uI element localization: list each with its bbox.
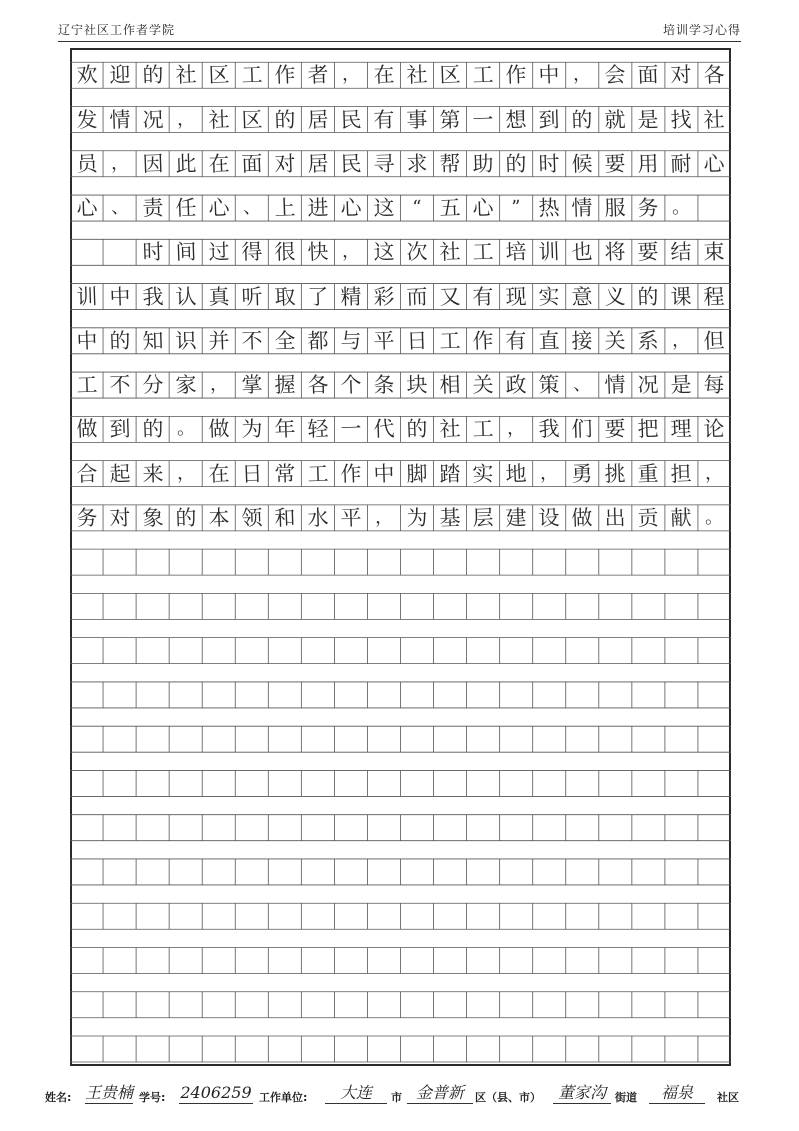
essay-char: ， bbox=[672, 329, 691, 352]
essay-char: 热 bbox=[538, 195, 561, 221]
essay-char: 服 bbox=[604, 195, 627, 221]
essay-char: 关 bbox=[604, 328, 627, 354]
essay-char: 社 bbox=[439, 239, 461, 265]
essay-char: 但 bbox=[703, 328, 726, 354]
essay-char: 工 bbox=[439, 328, 461, 354]
essay-char: 区 bbox=[240, 107, 263, 132]
essay-char: 找 bbox=[670, 107, 693, 132]
essay-char: 到 bbox=[538, 107, 561, 132]
essay-char: 的 bbox=[406, 416, 428, 442]
essay-char: 我 bbox=[141, 284, 164, 309]
essay-char: 情 bbox=[108, 107, 131, 132]
essay-char: 领 bbox=[240, 505, 263, 531]
work-unit-label: 工作单位: bbox=[259, 1091, 308, 1104]
essay-char: 象 bbox=[141, 505, 164, 531]
writing-grid bbox=[70, 48, 731, 1066]
essay-char: ， bbox=[341, 240, 361, 263]
essay-char: 社 bbox=[703, 107, 726, 132]
essay-char: 作 bbox=[340, 461, 362, 486]
essay-char: 了 bbox=[306, 284, 329, 309]
essay-char: 将 bbox=[604, 239, 627, 265]
essay-char: 训 bbox=[538, 239, 561, 265]
district-suffix: 区（县、市） bbox=[475, 1091, 541, 1104]
essay-char: 做 bbox=[207, 416, 230, 442]
essay-char: ， bbox=[176, 108, 196, 130]
essay-char: 间 bbox=[174, 239, 197, 265]
essay-char: 真 bbox=[207, 284, 230, 309]
essay-char: 。 bbox=[176, 418, 196, 440]
essay-char: 心 bbox=[340, 195, 362, 221]
essay-char: 都 bbox=[306, 328, 329, 354]
essay-char: 贡 bbox=[637, 505, 660, 531]
essay-char: 做 bbox=[571, 505, 594, 531]
essay-char: 每 bbox=[703, 372, 726, 398]
essay-char: 是 bbox=[670, 372, 693, 398]
essay-char: 束 bbox=[703, 239, 726, 265]
essay-char: 快 bbox=[306, 239, 329, 265]
essay-char: 踏 bbox=[439, 461, 461, 486]
city-value: 大连 bbox=[325, 1083, 387, 1104]
essay-char: 有 bbox=[472, 284, 495, 309]
essay-char: 居 bbox=[306, 151, 329, 177]
essay-char: 对 bbox=[108, 505, 131, 531]
essay-char: 训 bbox=[75, 284, 98, 309]
essay-char: 理 bbox=[670, 416, 693, 442]
essay-char: 识 bbox=[174, 328, 197, 354]
header-institute: 辽宁社区工作者学院 bbox=[58, 23, 176, 37]
essay-char: 况 bbox=[637, 372, 660, 398]
essay-char: 面 bbox=[637, 62, 660, 88]
essay-char: 中 bbox=[538, 62, 561, 88]
student-id-value: 2406259 bbox=[180, 1083, 252, 1102]
essay-char: 到 bbox=[108, 416, 131, 442]
essay-char: 脚 bbox=[406, 461, 428, 486]
essay-char: 因 bbox=[141, 151, 164, 177]
essay-char: 想 bbox=[505, 107, 528, 132]
essay-char: 把 bbox=[637, 416, 660, 442]
essay-char: 取 bbox=[273, 284, 296, 309]
essay-char: 不 bbox=[240, 328, 263, 354]
essay-char: 勇 bbox=[571, 461, 594, 486]
essay-char: 时 bbox=[141, 239, 164, 265]
essay-char: “ bbox=[412, 196, 422, 219]
essay-char: ” bbox=[511, 196, 522, 219]
essay-char: 程 bbox=[703, 284, 726, 309]
essay-char: 的 bbox=[637, 284, 660, 309]
essay-char: 个 bbox=[340, 372, 362, 398]
essay-char: 中 bbox=[108, 284, 131, 309]
essay-char: 作 bbox=[505, 62, 528, 88]
essay-char: 、 bbox=[572, 373, 592, 396]
essay-char: 设 bbox=[538, 505, 561, 531]
essay-char: 区 bbox=[439, 62, 461, 88]
essay-char: 担 bbox=[670, 461, 693, 486]
essay-char: 代 bbox=[373, 416, 395, 442]
essay-char: 系 bbox=[637, 328, 660, 354]
essay-char: 时 bbox=[538, 151, 561, 177]
essay-char: 工 bbox=[306, 461, 329, 486]
essay-char: 在 bbox=[373, 62, 395, 88]
name-value: 王贵楠 bbox=[85, 1083, 134, 1102]
essay-char: 情 bbox=[571, 195, 594, 221]
essay-char: 一 bbox=[340, 416, 362, 442]
essay-char: 上 bbox=[273, 195, 296, 221]
essay-char: 、 bbox=[242, 196, 262, 219]
essay-char: 日 bbox=[406, 328, 428, 354]
essay-char: 各 bbox=[703, 62, 726, 88]
essay-char: 的 bbox=[141, 62, 164, 88]
essay-char: 条 bbox=[373, 372, 395, 398]
essay-char: 基 bbox=[439, 505, 461, 531]
essay-char: 欢 bbox=[75, 62, 98, 88]
essay-char: 听 bbox=[240, 284, 263, 309]
essay-char: 工 bbox=[472, 62, 495, 88]
essay-char: 一 bbox=[472, 107, 495, 132]
community-value: 福泉 bbox=[649, 1083, 705, 1104]
essay-char: 义 bbox=[604, 284, 627, 309]
essay-char: 发 bbox=[75, 107, 98, 132]
essay-char: 过 bbox=[207, 239, 230, 265]
essay-char: 要 bbox=[604, 151, 627, 177]
essay-char: 建 bbox=[505, 505, 528, 531]
essay-char: ， bbox=[341, 63, 361, 86]
essay-char: 的 bbox=[571, 107, 594, 132]
essay-char: 候 bbox=[571, 151, 594, 177]
essay-char: 有 bbox=[373, 107, 395, 132]
essay-char: 帮 bbox=[439, 151, 461, 177]
essay-char: 各 bbox=[306, 372, 329, 398]
essay-char: 务 bbox=[75, 505, 98, 531]
essay-char: 握 bbox=[273, 372, 296, 398]
essay-char: 。 bbox=[672, 196, 691, 219]
essay-char: 重 bbox=[637, 461, 660, 486]
essay-char: 与 bbox=[340, 328, 362, 354]
essay-char: 课 bbox=[670, 284, 693, 309]
essay-char: 社 bbox=[207, 107, 230, 132]
essay-char: 这 bbox=[373, 195, 395, 221]
essay-char: 事 bbox=[406, 107, 428, 132]
essay-char: 做 bbox=[75, 416, 98, 442]
essay-char: 者 bbox=[306, 62, 329, 88]
essay-char: 中 bbox=[75, 328, 98, 354]
essay-char: 轻 bbox=[306, 416, 329, 442]
essay-char: 就 bbox=[604, 107, 627, 132]
essay-char: 要 bbox=[637, 239, 660, 265]
essay-char: 心 bbox=[207, 195, 230, 221]
essay-char: 用 bbox=[637, 151, 660, 177]
city-suffix: 市 bbox=[391, 1091, 402, 1104]
essay-char: 为 bbox=[240, 416, 263, 442]
essay-char: 认 bbox=[174, 284, 197, 309]
essay-char: 作 bbox=[273, 62, 296, 88]
essay-char: 社 bbox=[174, 62, 197, 88]
essay-char: 现 bbox=[505, 284, 528, 309]
essay-char: 为 bbox=[406, 505, 428, 531]
essay-char: 中 bbox=[373, 461, 395, 486]
essay-char: 分 bbox=[141, 372, 164, 398]
essay-char: 耐 bbox=[670, 151, 693, 177]
essay-char: 第 bbox=[439, 107, 461, 132]
essay-char: 合 bbox=[75, 461, 98, 486]
essay-char: 进 bbox=[306, 195, 329, 221]
essay-char: 政 bbox=[505, 372, 528, 398]
essay-char: 结 bbox=[670, 239, 693, 265]
essay-char: 直 bbox=[538, 328, 561, 354]
essay-char: 实 bbox=[538, 284, 561, 309]
essay-char: 的 bbox=[108, 328, 131, 354]
essay-char: 们 bbox=[571, 416, 594, 442]
essay-char: 对 bbox=[670, 62, 693, 88]
essay-char: 员 bbox=[75, 151, 98, 177]
essay-char: 社 bbox=[406, 62, 428, 88]
essay-char: 工 bbox=[240, 62, 263, 88]
essay-char: 情 bbox=[604, 372, 627, 398]
essay-char: 常 bbox=[273, 461, 296, 486]
essay-char: 层 bbox=[472, 505, 495, 531]
essay-char: 献 bbox=[670, 505, 693, 531]
essay-char: 责 bbox=[141, 195, 164, 221]
header-doc-type: 培训学习心得 bbox=[662, 23, 741, 37]
street-suffix: 街道 bbox=[615, 1091, 637, 1104]
essay-char: 工 bbox=[472, 239, 495, 265]
essay-char: 是 bbox=[637, 107, 660, 132]
essay-char: 心 bbox=[472, 195, 495, 221]
essay-char: 而 bbox=[406, 284, 428, 309]
essay-char: 出 bbox=[604, 505, 627, 531]
essay-char: 和 bbox=[273, 505, 296, 531]
essay-char: 工 bbox=[75, 372, 98, 398]
essay-char: 求 bbox=[406, 151, 428, 177]
essay-char: 的 bbox=[273, 107, 296, 132]
essay-char: 全 bbox=[273, 328, 296, 354]
essay-char: 民 bbox=[340, 151, 362, 177]
essay-char: 要 bbox=[604, 416, 627, 442]
essay-char: 挑 bbox=[604, 461, 627, 486]
essay-char: 年 bbox=[273, 416, 296, 442]
essay-char: 平 bbox=[340, 505, 362, 531]
essay-char: 对 bbox=[273, 151, 296, 177]
essay-char: 并 bbox=[207, 328, 230, 354]
essay-char: 平 bbox=[373, 328, 395, 354]
essay-char: 掌 bbox=[240, 372, 263, 398]
essay-char: 五 bbox=[439, 195, 461, 221]
essay-char: 的 bbox=[174, 505, 197, 531]
essay-char: 的 bbox=[141, 416, 164, 442]
essay-char: 来 bbox=[141, 461, 164, 486]
essay-char: ， bbox=[374, 506, 394, 529]
essay-char: 彩 bbox=[373, 284, 395, 309]
essay-char: ， bbox=[209, 373, 229, 396]
essay-char: 有 bbox=[505, 328, 528, 354]
essay-char: 的 bbox=[505, 151, 528, 177]
essay-char: 知 bbox=[141, 328, 164, 354]
essay-char: 社 bbox=[439, 416, 461, 442]
essay-char: ， bbox=[572, 63, 592, 86]
essay-char: 。 bbox=[705, 506, 724, 529]
essay-char: 意 bbox=[571, 284, 594, 309]
essay-char: 在 bbox=[207, 151, 230, 177]
essay-char: 迎 bbox=[108, 62, 131, 88]
essay-char: 民 bbox=[340, 107, 362, 132]
essay-char: 又 bbox=[439, 284, 461, 309]
essay-char: ， bbox=[539, 462, 559, 484]
essay-char: 策 bbox=[538, 372, 561, 398]
essay-char: 精 bbox=[340, 284, 362, 309]
essay-char: 寻 bbox=[373, 151, 395, 177]
street-value: 董家沟 bbox=[553, 1083, 611, 1104]
essay-char: 作 bbox=[472, 328, 495, 354]
essay-char: 任 bbox=[174, 195, 197, 221]
essay-char: 心 bbox=[703, 151, 726, 177]
essay-char: ， bbox=[176, 462, 196, 484]
essay-char: 实 bbox=[472, 461, 495, 486]
name-label: 姓名: bbox=[45, 1091, 72, 1104]
essay-char: 区 bbox=[207, 62, 230, 88]
essay-char: 心 bbox=[75, 195, 98, 221]
essay-char: 此 bbox=[174, 151, 197, 177]
essay-char: 水 bbox=[306, 505, 329, 531]
essay-char: ， bbox=[705, 462, 724, 484]
essay-char: 不 bbox=[108, 372, 131, 398]
essay-char: 在 bbox=[207, 461, 230, 486]
essay-char: 块 bbox=[406, 372, 428, 398]
essay-char: 也 bbox=[571, 239, 594, 265]
essay-char: 、 bbox=[110, 196, 129, 219]
essay-char: 培 bbox=[505, 239, 528, 265]
essay-char: 本 bbox=[207, 505, 230, 531]
essay-char: 日 bbox=[240, 461, 263, 486]
essay-char: 况 bbox=[141, 107, 164, 132]
essay-char: 会 bbox=[604, 62, 627, 88]
district-value: 金普新 bbox=[407, 1083, 473, 1104]
essay-char: 助 bbox=[472, 151, 495, 177]
essay-char: 工 bbox=[472, 416, 495, 442]
essay-char: 接 bbox=[571, 328, 594, 354]
footer-info bbox=[45, 1083, 757, 1107]
student-id-label: 学号: bbox=[139, 1091, 166, 1104]
essay-char: 务 bbox=[637, 195, 660, 221]
essay-char: 起 bbox=[108, 461, 131, 486]
essay-char: 很 bbox=[273, 239, 296, 265]
community-suffix: 社区 bbox=[717, 1091, 739, 1104]
essay-char: 关 bbox=[472, 372, 495, 398]
header-divider bbox=[58, 41, 741, 42]
essay-char: 面 bbox=[240, 151, 263, 177]
essay-char: 这 bbox=[373, 239, 395, 265]
essay-char: 论 bbox=[703, 416, 726, 442]
essay-char: 我 bbox=[538, 416, 561, 442]
essay-char: 相 bbox=[439, 372, 461, 398]
essay-char: 地 bbox=[505, 461, 528, 486]
essay-char: 家 bbox=[174, 372, 197, 398]
essay-char: 得 bbox=[240, 239, 263, 265]
essay-char: ， bbox=[110, 152, 129, 175]
essay-char: 次 bbox=[406, 239, 428, 265]
essay-char: ， bbox=[506, 418, 526, 440]
essay-char: 居 bbox=[306, 107, 329, 132]
